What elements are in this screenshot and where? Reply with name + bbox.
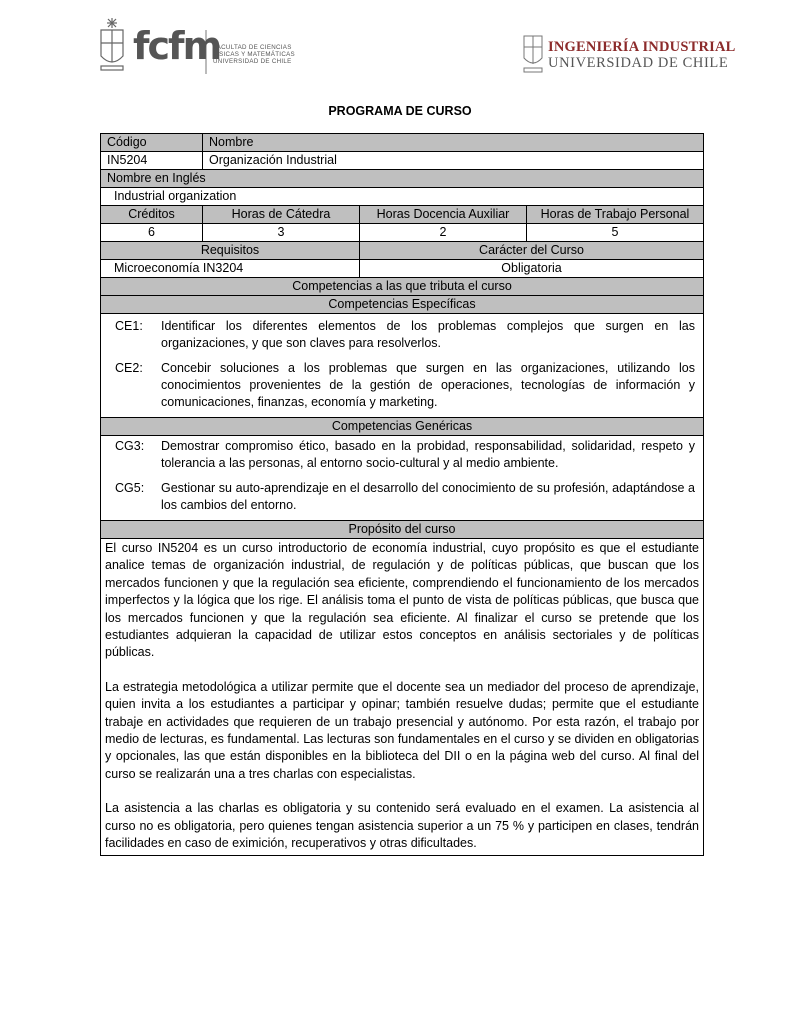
competency-text: Identificar los diferentes elementos de los problemas complejos que surgen en las organizaciones, y que son claves para resolverlos. [161,319,695,350]
competency-text: Gestionar su auto-aprendizaje en el desarrollo del conocimiento de su profesión, adaptándose a los cambios del entorno. [161,481,695,512]
competency-code: CE2: [115,361,143,375]
competencias-label: Competencias a las que tributa el curso [292,279,512,293]
caracter-value: Obligatoria [501,261,562,275]
table-row [101,418,703,436]
table-row [101,436,703,521]
ii-logo-title: INGENIERÍA INDUSTRIAL [548,39,736,55]
fcfm-logo: fcfm [133,24,221,68]
creditos-label: Créditos [101,206,203,223]
fcfm-subtitle-line: UNIVERSIDAD DE CHILE [213,58,292,65]
horas-catedra-label: Horas de Cátedra [203,206,360,223]
competency-code: CG3: [115,439,145,453]
competency-code: CG5: [115,481,145,495]
table-row [101,134,703,152]
nombre-ingles-value: Industrial organization [114,189,237,203]
horas-auxiliar-label: Horas Docencia Auxiliar [360,206,527,223]
table-row [101,539,703,855]
requisitos-label: Requisitos [101,242,360,259]
proposito-paragraph: La asistencia a las charlas es obligatoria y su contenido será evaluado en el examen. La asistencia al curso no es obligatoria, pero quienes tengan asistencia superior a un 75 % y participen en clases, tendrán facilidades en caso de eximición, recuperativos y otras dificultades. [105,801,699,851]
codigo-value: IN5204 [101,152,203,169]
ii-logo-subtitle: UNIVERSIDAD DE CHILE [548,55,729,71]
fcfm-subtitle-line: FACULTAD DE CIENCIAS [213,44,292,51]
horas-personal-label: Horas de Trabajo Personal [540,207,690,221]
creditos-value: 6 [101,224,203,241]
table-row [101,278,703,296]
nombre-label: Nombre [209,135,254,149]
nombre-value: Organización Industrial [209,153,337,167]
table-row [101,260,703,278]
especificas-list [101,314,703,417]
table-row [101,296,703,314]
requisitos-value: Microeconomía IN3204 [101,260,360,277]
horas-personal-value: 5 [611,225,619,239]
competency-item [107,318,697,352]
proposito-body [101,539,703,855]
competency-code: CE1: [115,319,143,333]
table-row [101,314,703,418]
table-row [101,521,703,539]
competency-text: Concebir soluciones a los problemas que surgen en las organizaciones, utilizando los conocimientos provenientes de la gestión de operaciones, tecnologías de información y comunicaciones, finanzas, economía y marketing. [161,361,695,409]
table-row [101,170,703,188]
fcfm-subtitle [213,44,295,65]
proposito-paragraph: La estrategia metodológica a utilizar permite que el docente sea un mediador del proceso de aprendizaje, quien invita a los estudiantes a participar y opinar; también resuelve dudas; permite que el estudiante trabaje en actividades que requieren de un trabajo presencial y autónomo. Por esta razón, el trabajo por medio de lecturas, es fundamental. Las lecturas son fundamentales en el curso y se dividen en obligatorias y opcionales, las que están disponibles en la biblioteca del DII o en la página web del curso. Al final del curso se realizarán una a tres charlas con especialistas. [105,679,699,781]
course-table [100,133,704,856]
table-row [101,152,703,170]
table-row [101,224,703,242]
competency-text: Demostrar compromiso ético, basado en la probidad, responsabilidad, solidaridad, respeto y tolerancia a las personas, al entorno socio-cultural y al medio ambiente. [161,439,695,470]
page-title: PROGRAMA DE CURSO [328,104,472,118]
competency-item [107,438,697,472]
genericas-label: Competencias Genéricas [331,419,473,433]
proposito-paragraph: El curso IN5204 es un curso introductorio de economía industrial, cuyo propósito es que el estudiante analice temas de organización industrial, de regulación y de políticas públicas, que buscan que los mercados funcionen y que la regulación sea eficiente, comprendiendo el funcionamiento de los mercados imperfectos y la lógica que los rige. El análisis toma el punto de vista de políticas públicas, que busca que los mercados funcionen y que la regulación sea eficiente. Al finalizar el curso se pretende que los estudiantes adquieran la capacidad de utilizar estos conceptos en análisis sectoriales y de políticas públicas. [105,541,699,660]
fcfm-subtitle-line: FÍSICAS Y MATEMÁTICAS [213,51,295,58]
table-row [101,188,703,206]
table-row [101,206,703,224]
nombre-ingles-label: Nombre en Inglés [107,171,206,185]
horas-auxiliar-value: 2 [360,224,527,241]
caracter-label: Carácter del Curso [479,243,584,257]
especificas-label: Competencias Específicas [328,297,476,311]
codigo-label: Código [101,134,203,151]
competency-item [107,480,697,514]
table-row [101,242,703,260]
proposito-label: Propósito del curso [348,522,456,536]
competency-item [107,360,697,411]
genericas-list [101,436,703,520]
horas-catedra-value: 3 [203,224,360,241]
page-header [0,0,800,90]
